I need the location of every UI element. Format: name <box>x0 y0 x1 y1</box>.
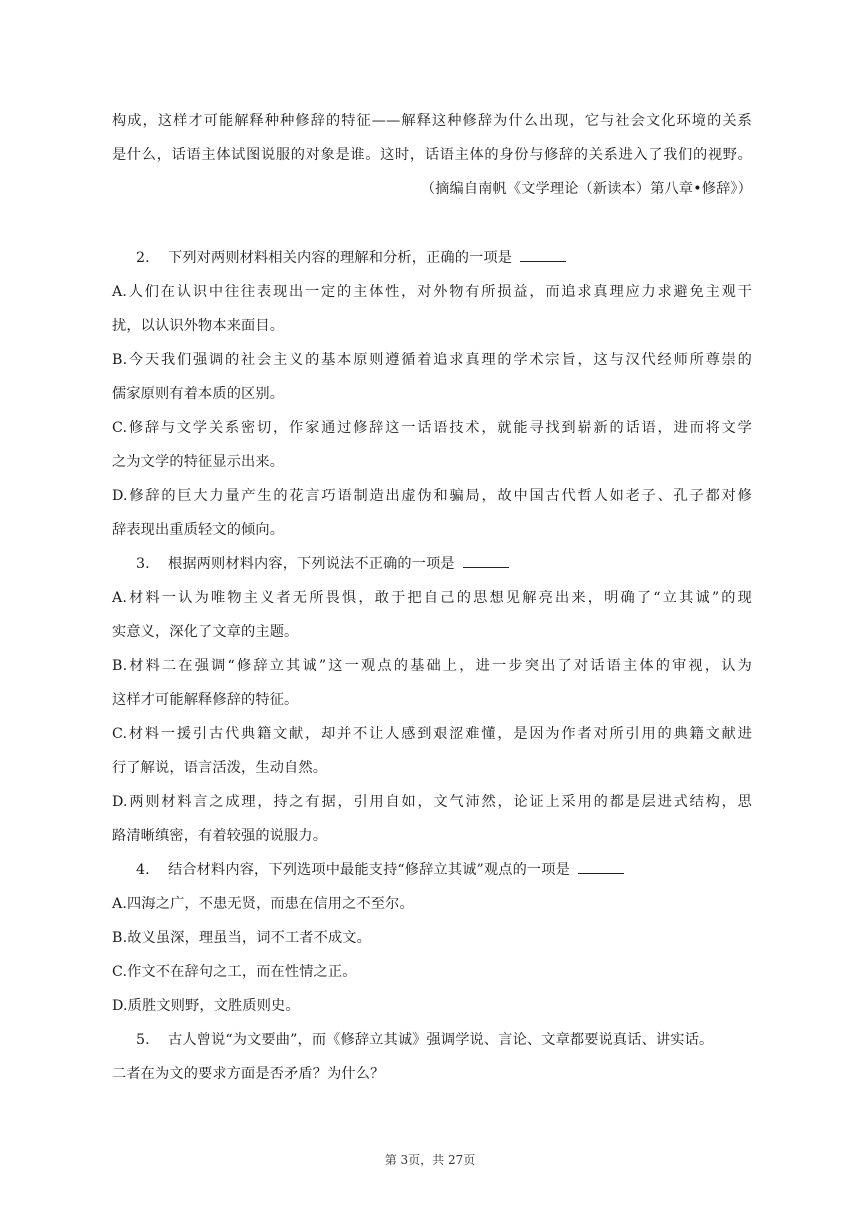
option-line: B.故义虽深，理虽当，词不工者不成文。 <box>112 930 371 946</box>
option-line: 儒家原则有着本质的区别。 <box>112 386 285 402</box>
option-line: C.材料一援引古代典籍文献，却并不让人感到艰涩难懂，是因为作者对所引用的典籍文献进 <box>112 726 752 742</box>
option-line: B.今天我们强调的社会主义的基本原则遵循着追求真理的学术宗旨，这与汉代经师所尊崇的 <box>112 352 752 368</box>
question-number: 5. <box>136 1032 150 1048</box>
question-3-stem <box>112 554 752 574</box>
page-footer: 第 3页，共 27页 <box>384 1153 476 1167</box>
question-5-stem-cont: 二者在为文的要求方面是否矛盾？为什么？ <box>112 1066 385 1082</box>
question-2-stem <box>112 248 752 268</box>
option-line: B.材料二在强调“修辞立其诚”这一观点的基础上，进一步突出了对话语主体的审视，认为 <box>112 658 752 674</box>
answer-blank[interactable] <box>520 249 566 262</box>
question-number: 3. <box>136 556 150 572</box>
option-line: D.两则材料言之成理，持之有据，引用自如，文气沛然，论证上采用的都是层进式结构，思 <box>112 794 752 810</box>
answer-blank[interactable] <box>578 861 624 874</box>
option-line: 辞表现出重质轻文的倾向。 <box>112 522 285 538</box>
citation: （摘编自南帆《文学理论（新读本）第八章•修辞》） <box>420 181 752 197</box>
option-line: 行了解说，语言活泼，生动自然。 <box>112 760 328 776</box>
option-line: D.修辞的巨大力量产生的花言巧语制造出虚伪和骗局，故中国古代哲人如老子、孔子都对修 <box>112 488 752 504</box>
intro-line-1: 构成，这样才可能解释种种修辞的特征——解释这种修辞为什么出现，它与社会文化环境的关系 <box>112 113 752 129</box>
question-4-stem <box>112 860 752 880</box>
option-line: 路清晰缜密，有着较强的说服力。 <box>112 828 328 844</box>
option-line: 之为文学的特征显示出来。 <box>112 454 285 470</box>
option-line: 实意义，深化了文章的主题。 <box>112 624 299 640</box>
option-line: A.材料一认为唯物主义者无所畏惧，敢于把自己的思想见解亮出来，明确了“立其诚”的现 <box>112 590 752 606</box>
option-line: C.作文不在辞句之工，而在性情之正。 <box>112 964 357 980</box>
question-text: 下列对两则材料相关内容的理解和分析，正确的一项是 <box>168 250 513 266</box>
option-line: 这样才可能解释修辞的特征。 <box>112 692 299 708</box>
option-line: A.四海之广，不患无贤，而患在信用之不至尔。 <box>112 896 414 912</box>
answer-blank[interactable] <box>463 555 509 568</box>
option-line: A.人们在认识中往往表现出一定的主体性，对外物有所损益，而追求真理应力求避免主观干 <box>112 284 752 300</box>
question-5-stem <box>112 1030 752 1050</box>
option-line: D.质胜文则野，文胜质则史。 <box>112 998 300 1014</box>
intro-line-2: 是什么，话语主体试图说服的对象是谁。这时，话语主体的身份与修辞的关系进入了我们的视野。 <box>112 147 752 163</box>
question-text: 结合材料内容，下列选项中最能支持“修辞立其诚”观点的一项是 <box>168 862 570 878</box>
question-number: 2. <box>136 250 150 266</box>
question-number: 4. <box>136 862 150 878</box>
question-text: 古人曾说“为文要曲”，而《修辞立其诚》强调学说、言论、文章都要说真话、讲实话。 <box>168 1032 714 1048</box>
question-text: 根据两则材料内容，下列说法不正确的一项是 <box>168 556 455 572</box>
option-line: 扰，以认识外物本来面目。 <box>112 318 285 334</box>
option-line: C.修辞与文学关系密切，作家通过修辞这一话语技术，就能寻找到崭新的话语，进而将文学 <box>112 420 752 436</box>
